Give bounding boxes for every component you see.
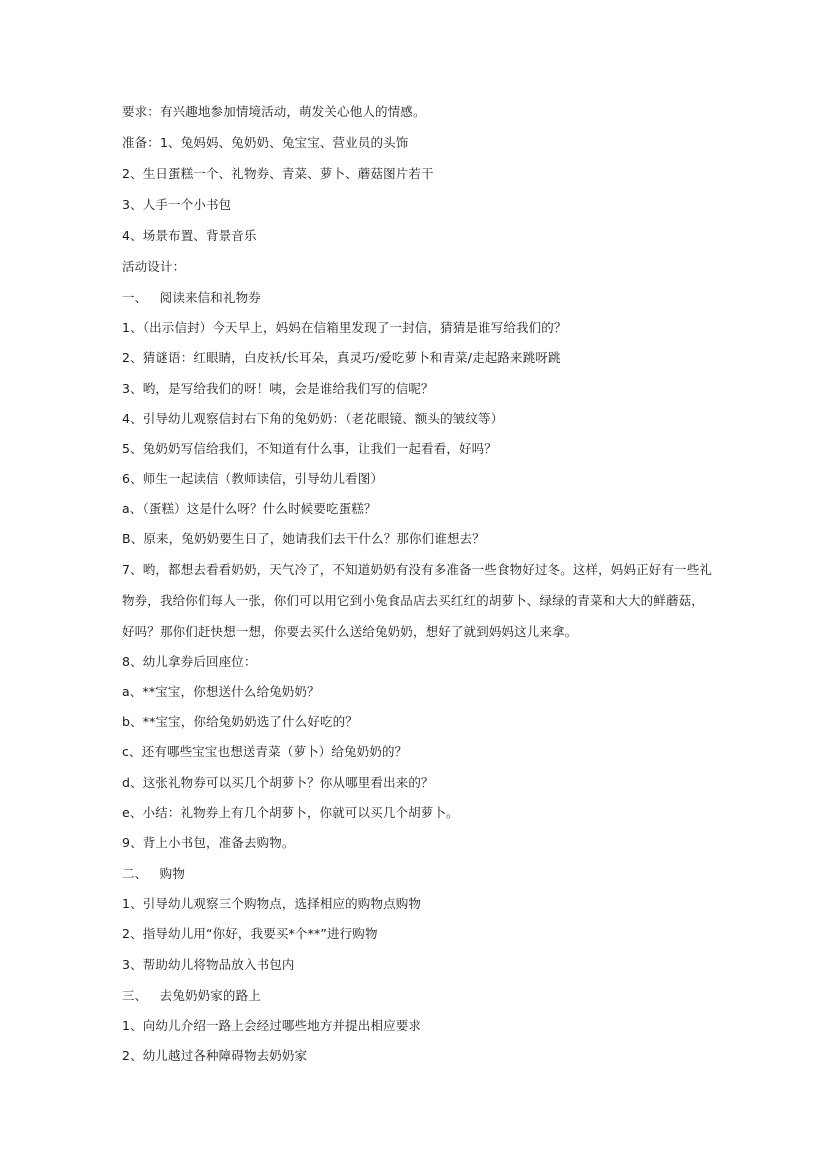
preparation-line-2: 2、生日蛋糕一个、礼物券、青菜、萝卜、蘑菇图片若干 xyxy=(122,166,434,181)
step-1-9: 9、背上小书包，准备去购物。 xyxy=(122,835,295,850)
step-3-1: 1、向幼儿介绍一路上会经过哪些地方并提出相应要求 xyxy=(122,1018,422,1033)
step-1-8e: e、小结：礼物券上有几个胡萝卜，你就可以买几个胡萝卜。 xyxy=(122,805,459,820)
step-1-7-line-1: 7、哟，都想去看看奶奶，天气冷了，不知道奶奶有没有多准备一些食物好过冬。这样，妈妈正好有一些礼 xyxy=(122,562,713,577)
section-heading-3: 三、 去兔奶奶家的路上 xyxy=(122,988,261,1003)
step-1-6b: B、原来，兔奶奶要生日了，她请我们去干什么？那你们谁想去？ xyxy=(122,531,485,546)
preparation-line-3: 3、人手一个小书包 xyxy=(122,197,232,212)
step-1-8d: d、这张礼物券可以买几个胡萝卜？你从哪里看出来的？ xyxy=(122,775,434,790)
step-2-3: 3、帮助幼儿将物品放入书包内 xyxy=(122,957,295,972)
step-1-8b: b、**宝宝，你给兔奶奶选了什么好吃的？ xyxy=(122,714,358,729)
preparation-line-4: 4、场景布置、背景音乐 xyxy=(122,228,257,243)
activity-design-heading: 活动设计： xyxy=(122,259,186,274)
step-3-2: 2、幼儿越过各种障碍物去奶奶家 xyxy=(122,1048,308,1063)
step-1-2: 2、猜谜语：红眼睛，白皮袄/长耳朵，真灵巧/爱吃萝卜和青菜/走起路来跳呀跳 xyxy=(122,350,561,365)
preparation-line-1: 准备：1、兔妈妈、兔奶奶、兔宝宝、营业员的头饰 xyxy=(122,135,409,150)
section-heading-1: 一、 阅读来信和礼物券 xyxy=(122,290,261,305)
step-1-8: 8、幼儿拿券后回座位： xyxy=(122,654,257,669)
step-1-4: 4、引导幼儿观察信封右下角的兔奶奶：（老花眼镜、额头的皱纹等） xyxy=(122,411,504,426)
step-1-7-line-3: 好吗？那你们赶快想一想，你要去买什么送给兔奶奶，想好了就到妈妈这儿来拿。 xyxy=(122,624,578,639)
requirement-line: 要求：有兴趣地参加情境活动，萌发关心他人的情感。 xyxy=(122,104,426,119)
step-1-1: 1、（出示信封）今天早上，妈妈在信箱里发现了一封信，猜猜是谁写给我们的？ xyxy=(122,320,567,335)
step-1-3: 3、哟，是写给我们的呀！咦，会是谁给我们写的信呢？ xyxy=(122,381,434,396)
step-1-8c: c、还有哪些宝宝也想送青菜（萝卜）给兔奶奶的？ xyxy=(122,744,408,759)
step-1-8a: a、**宝宝，你想送什么给兔奶奶？ xyxy=(122,684,320,699)
step-2-2: 2、指导幼儿用“你好，我要买*个**”进行购物 xyxy=(122,926,378,941)
step-2-1: 1、引导幼儿观察三个购物点，选择相应的购物点购物 xyxy=(122,896,422,911)
step-1-6a: a、（蛋糕）这是什么呀？什么时候要吃蛋糕？ xyxy=(122,501,377,516)
section-heading-2: 二、 购物 xyxy=(122,866,185,881)
step-1-7-line-2: 物券，我给你们每人一张，你们可以用它到小兔食品店去买红红的胡萝卜、绿绿的青菜和大大的鲜蘑菇， xyxy=(122,593,704,608)
step-1-5: 5、兔奶奶写信给我们，不知道有什么事，让我们一起看看，好吗？ xyxy=(122,441,497,456)
step-1-6: 6、师生一起读信（教师读信，引导幼儿看图） xyxy=(122,471,384,486)
